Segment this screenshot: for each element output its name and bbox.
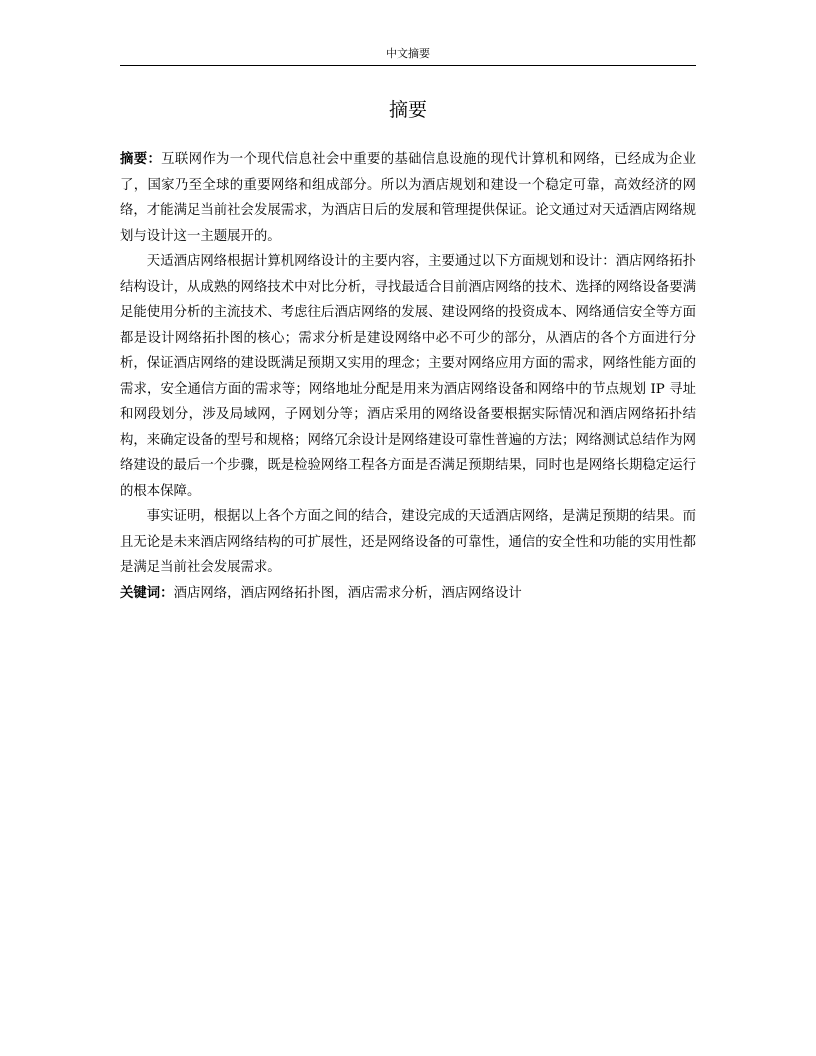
abstract-paragraph-1 [120, 147, 696, 249]
abstract-paragraph-1-text: 互联网作为一个现代信息社会中重要的基础信息设施的现代计算机和网络，已经成为企业了，国家乃至全球的重要网络和组成部分。所以为酒店规划和建设一个稳定可靠，高效经济的网络，才能满足当前社会发展需求，为酒店日后的发展和管理提供保证。论文通过对天适酒店网络规划与设计这一主题展开的。 [120, 152, 697, 244]
keywords-label: 关键词： [120, 585, 174, 601]
abstract-paragraph-3: 事实证明，根据以上各个方面之间的结合，建设完成的天适酒店网络，是满足预期的结果。而且无论是未来酒店网络结构的可扩展性，还是网络设备的可靠性，通信的安全性和功能的实用性都是满足当前社会发展需求。 [120, 509, 696, 575]
abstract-label: 摘要： [120, 152, 162, 167]
keywords-text: 酒店网络，酒店网络拓扑图，酒店需求分析，酒店网络设计 [173, 585, 522, 601]
keywords-line [120, 581, 696, 607]
abstract-paragraph-2: 天适酒店网络根据计算机网络设计的主要内容，主要通过以下方面规划和设计：酒店网络拓扑结构设计，从成熟的网络技术中对比分析，寻找最适合目前酒店网络的技术、选择的网络设备要满足能使用分析的主流技术、考虑往后酒店网络的发展、建设网络的投资成本、网络通信安全等方面都是设计网络拓扑图的核心；需求分析是建设网络中必不可少的部分，从酒店的各个方面进行分析，保证酒店网络的建设既满足预期又实用的理念；主要对网络应用方面的需求，网络性能方面的需求，安全通信方面的需求等；网络地址分配是用来为酒店网络设备和网络中的节点规划 IP 寻址和网段划分，涉及局域网，子网划分等；酒店采用的网络设备要根据实际情况和酒店网络拓扑结构，来确定设备的型号和规格；网络冗余设计是网络建设可靠性普遍的方法；网络测试总结作为网络建设的最后一个步骤，既是检验网络工程各方面是否满足预期结果，同时也是网络长期稳定运行的根本保障。 [120, 254, 696, 499]
page-header [120, 46, 696, 66]
header-text: 中文摘要 [386, 47, 430, 60]
page-title: 摘要 [388, 99, 427, 121]
abstract-body [120, 147, 696, 606]
